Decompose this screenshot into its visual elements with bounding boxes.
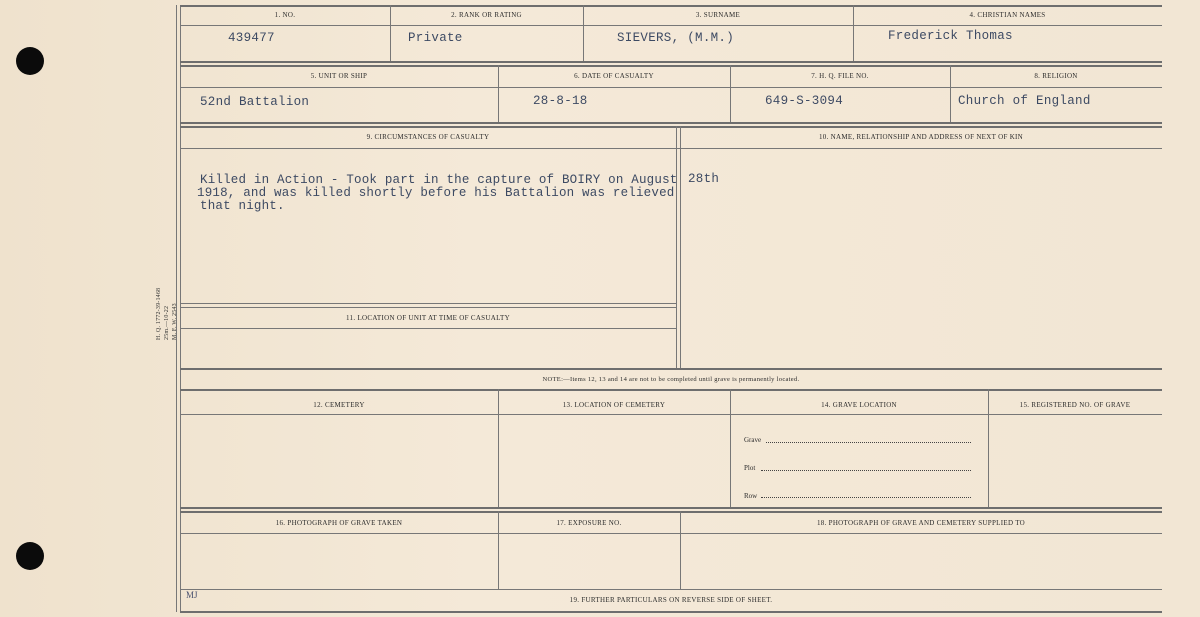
value-circumstances-line: that night. [200,199,285,213]
note-text: NOTE:—Items 12, 13 and 14 are not to be completed until grave is permanently located. [542,376,800,383]
row3-header-rule [180,148,1162,149]
value-rank: Private [408,31,463,45]
row3-divider [676,126,677,368]
row1-top-rule [180,5,1162,7]
label-surname: 3. SURNAME [695,11,741,19]
value-surname: SIEVERS, (M.M.) [617,31,735,45]
label-photograph-taken: 16. PHOTOGRAPH OF GRAVE TAKEN [275,519,403,527]
binder-hole-bottom [16,542,44,570]
row2-header-rule [180,87,1162,88]
label-location-of-cemetery: 13. LOCATION OF CEMETERY [562,401,666,409]
row4-top-rule [180,389,1162,391]
row4-bottom-rule [180,507,1162,509]
row-field-label: Row [744,492,758,500]
location-header-rule [180,328,676,329]
label-further-particulars: 19. FURTHER PARTICULARS ON REVERSE SIDE OF SHEET. [569,596,773,604]
binder-hole-top [16,47,44,75]
label-circumstances: 9. CIRCUMSTANCES OF CASUALTY [366,133,490,141]
footer-rule [180,589,1162,590]
label-photograph-supplied: 18. PHOTOGRAPH OF GRAVE AND CEMETERY SUPPLIED TO [816,519,1026,527]
row3-divider-inner [680,126,681,368]
label-next-of-kin: 10. NAME, RELATIONSHIP AND ADDRESS OF NEXT OF KIN [818,133,1024,141]
label-number: 1. NO. [274,11,296,19]
label-date-of-casualty: 6. DATE OF CASUALTY [574,72,654,80]
value-hq-file: 649-S-3094 [765,94,844,108]
form-print-code [146,270,178,340]
location-section-rule [180,303,676,304]
location-section-rule [180,307,676,308]
row1-bottom-rule [180,61,1162,63]
value-christian-names: Frederick Thomas [888,29,1013,43]
label-christian-names: 4. CHRISTIAN NAMES [969,11,1046,19]
label-unit: 5. UNIT OR SHIP [310,72,368,80]
row1-header-rule [180,25,1162,26]
label-cemetery: 12. CEMETERY [313,401,365,409]
row3-bottom-rule [180,368,1162,370]
footer-bottom-rule [180,611,1162,613]
grave-field-label: Grave [744,436,762,444]
value-circumstances-overflow: 28th [688,172,720,186]
value-number: 439477 [228,31,275,45]
value-unit: 52nd Battalion [200,95,310,109]
clerk-initials: MJ [186,590,198,600]
print-code-line: M. F. W. 2543 [172,303,178,340]
label-registered-no: 15. REGISTERED NO. OF GRAVE [1019,401,1131,409]
plot-field-line [761,470,971,471]
grave-field-line [766,442,971,443]
value-circumstances-line: 1918, and was killed shortly before his Battalion was relieved [197,186,675,200]
row2-top-rule [180,65,1162,67]
label-location-of-unit: 11. LOCATION OF UNIT AT TIME OF CASUALTY [346,314,510,322]
row5-top-rule [180,511,1162,513]
value-circumstances-line: Killed in Action - Took part in the capture of BOIRY on August [200,173,678,187]
plot-field-label: Plot [744,464,756,472]
row4-header-rule [180,414,1162,415]
row2-bottom-rule [180,122,1162,124]
value-date-of-casualty: 28-8-18 [533,94,588,108]
value-religion: Church of England [958,94,1091,108]
label-religion: 8. RELIGION [1034,72,1078,80]
row3-top-rule [180,126,1162,128]
label-grave-location: 14. GRAVE LOCATION [821,401,897,409]
row5-header-rule [180,533,1162,534]
row-field-line [761,497,971,498]
label-exposure-no: 17. EXPOSURE NO. [556,519,622,527]
print-code-line: 25m.—10-22 [164,305,170,340]
left-border [176,5,177,612]
label-hq-file: 7. H. Q. FILE NO. [811,72,869,80]
print-code-line: H. Q. 1772-39-1468 [156,287,162,340]
label-rank: 2. RANK OR RATING [451,11,522,19]
